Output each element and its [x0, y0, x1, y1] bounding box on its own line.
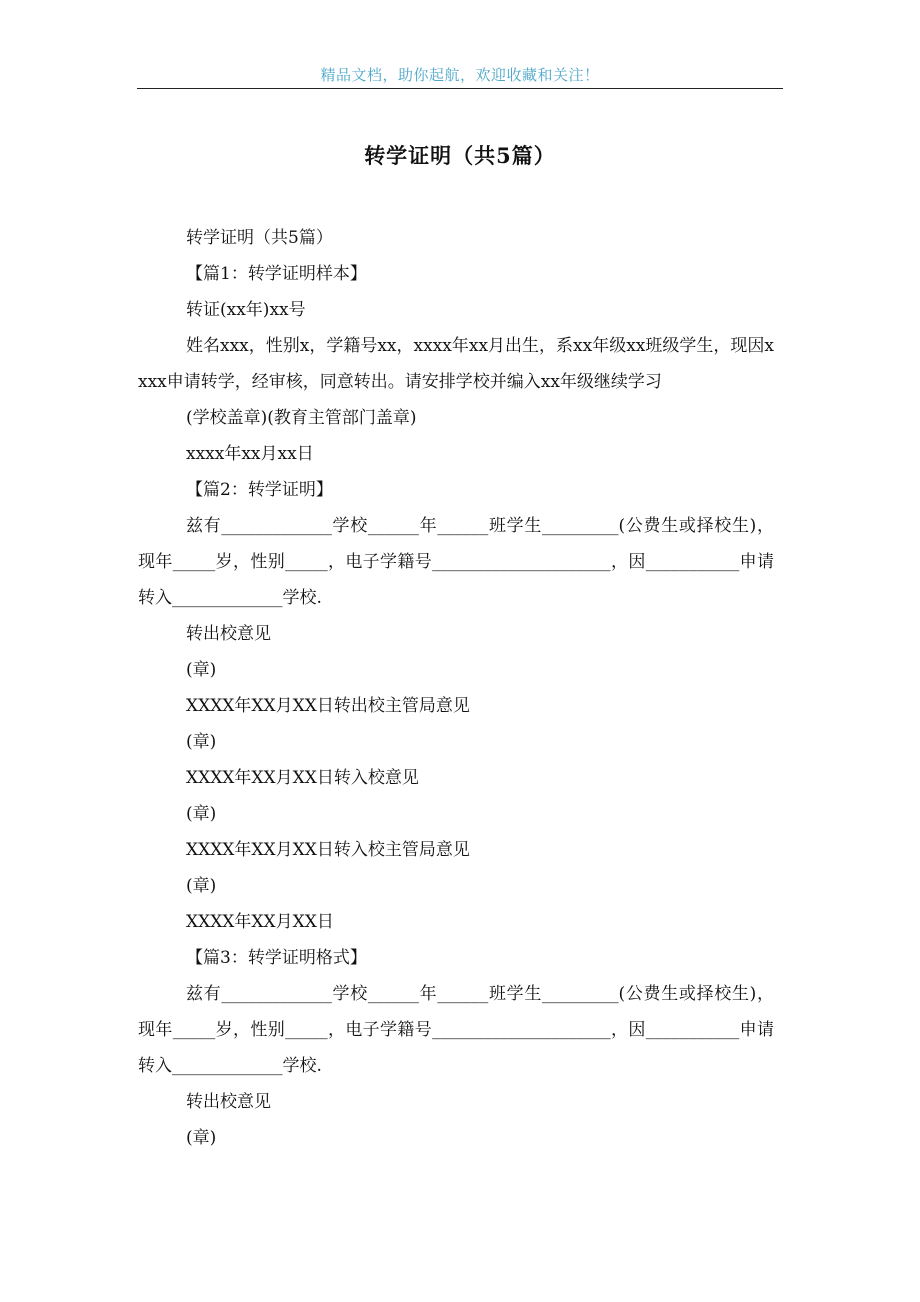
incoming-school-opinion: XXXX年XX月XX日转入校意见	[186, 768, 419, 788]
final-date-line: XXXX年XX月XX日	[186, 912, 334, 932]
paragraph-intro-title: 转学证明（共5篇）	[186, 228, 333, 248]
outgoing-school-opinion: 转出校意见	[186, 1092, 271, 1112]
seal-mark: (章)	[186, 732, 217, 752]
outgoing-bureau-opinion: XXXX年XX月XX日转出校主管局意见	[186, 696, 470, 716]
incoming-bureau-opinion: XXXX年XX月XX日转入校主管局意见	[186, 840, 470, 860]
certificate-number: 转证(xx年)xx号	[186, 300, 306, 320]
outgoing-school-opinion: 转出校意见	[186, 624, 271, 644]
section-heading-1: 【篇1：转学证明样本】	[186, 264, 367, 284]
seal-mark: (章)	[186, 660, 217, 680]
seal-line: (学校盖章)(教育主管部门盖章)	[186, 408, 417, 428]
seal-mark: (章)	[186, 876, 217, 896]
header-slogan: 精品文档，助你起航，欢迎收藏和关注！	[320, 66, 600, 84]
seal-mark: (章)	[186, 804, 217, 824]
page-header	[137, 62, 783, 89]
section-heading-2: 【篇2：转学证明】	[186, 480, 333, 500]
certificate-body: 姓名xxx，性别x，学籍号xx，xxxx年xx月出生，系xx年级xx班级学生，现因xxxx申请转学，经审核，同意转出。请安排学校并编入xx年级继续学习	[138, 336, 774, 392]
form-body-3: 兹有_____________学校______年______班学生_________(公费生或择校生)，现年_____岁，性别_____，电子学籍号_____________________，因___________申请转入_____________学校.	[138, 984, 774, 1076]
document-body	[138, 220, 774, 1156]
section-heading-3: 【篇3：转学证明格式】	[186, 948, 367, 968]
form-body-2: 兹有_____________学校______年______班学生_________(公费生或择校生)，现年_____岁，性别_____，电子学籍号_____________________，因___________申请转入_____________学校.	[138, 516, 774, 608]
document-title: 转学证明（共5篇）	[364, 143, 556, 168]
seal-mark: (章)	[186, 1128, 217, 1148]
date-line: xxxx年xx月xx日	[186, 444, 314, 464]
